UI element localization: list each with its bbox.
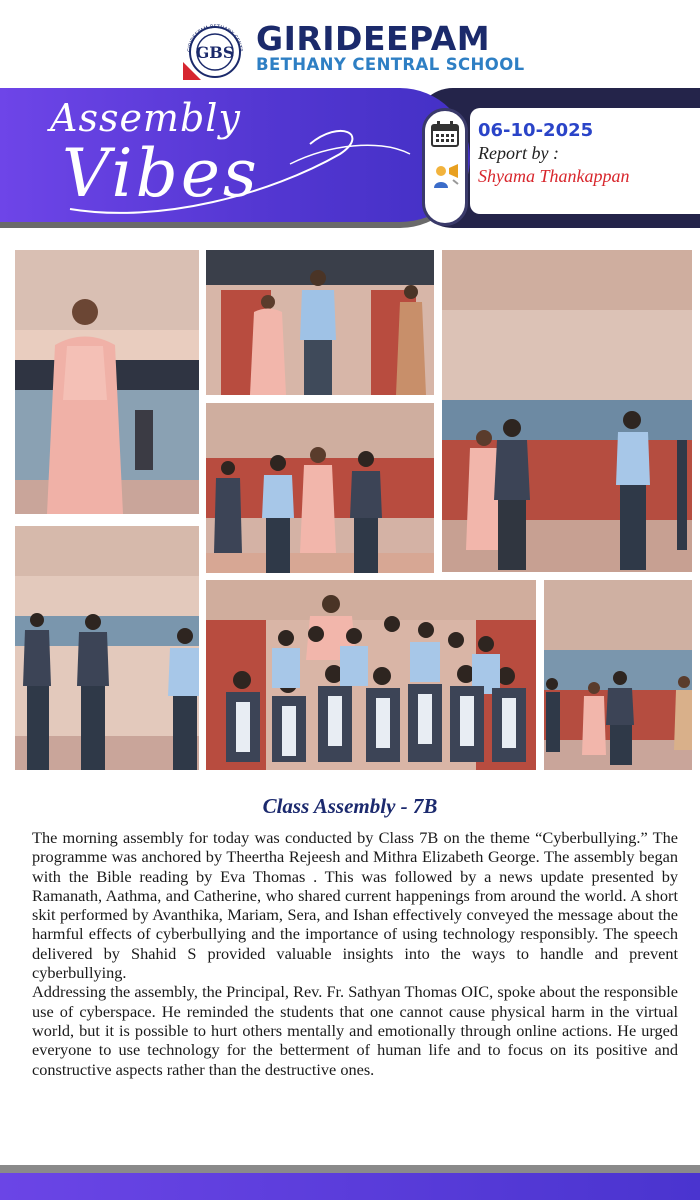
report-date: 06-10-2025 (478, 120, 594, 141)
school-subtitle: BETHANY CENTRAL SCHOOL (256, 55, 525, 74)
photo-class-group (206, 580, 536, 770)
megaphone-speaker-icon (431, 162, 461, 190)
logo-ring-text: GIRIDEEPAM BETHANY CENTR (186, 23, 244, 53)
school-logo (181, 22, 249, 80)
article-body (32, 828, 678, 1079)
assembly-banner (0, 88, 700, 232)
banner-title-line2: Vibes (62, 135, 260, 212)
photo-student-at-mic-stairs (206, 250, 434, 395)
masthead (0, 14, 700, 84)
reporter-name: Shyama Thankappan (478, 166, 630, 186)
photo-news-reading (206, 403, 434, 573)
photo-principal-speaking (15, 250, 199, 514)
logo-initials: GBS (195, 43, 235, 62)
footer-bar (0, 1173, 700, 1200)
photo-skit-performance (442, 250, 692, 572)
photo-speech-stage (544, 580, 692, 770)
photo-collage (0, 248, 700, 772)
photo-students-presenting-left (15, 526, 199, 770)
calendar-icon (431, 121, 459, 147)
banner-title-line1: Assembly (50, 96, 241, 140)
article-paragraph-2: Addressing the assembly, the Principal, Rev. Fr. Sathyan Thomas OIC, spoke about the responsible use of cyberspace. He reminded the students that one cannot cause physical harm in the virtual world, but it is possible to hurt others mentally and emotionally through online actions. He urged everyone to use technology for the betterment of human life and to focus on its positive and constructive aspects rather than the destructive ones. (32, 982, 678, 1079)
article-paragraph-1: The morning assembly for today was conducted by Class 7B on the theme “Cyberbullying.” The programme was anchored by Theertha Rejeesh and Mithra Elizabeth George. The assembly began with the Bible reading by Eva Thomas . This was followed by a news update presented by Ramanath, Aathma, and Catherine, who shared current happenings from around the world. A short skit performed by Avanthika, Mariam, Sera, and Ishan effectively conveyed the message about the harmful effects of cyberbullying and the importance of using technology responsibly. The speech delivered by Shahid S provided valuable insights into the ways to handle and prevent cyberbullying. (32, 828, 678, 983)
report-by-label: Report by : (478, 143, 559, 163)
school-name: GIRIDEEPAM (256, 19, 491, 58)
footer-divider (0, 1165, 700, 1173)
article-title: Class Assembly - 7B (262, 794, 438, 818)
